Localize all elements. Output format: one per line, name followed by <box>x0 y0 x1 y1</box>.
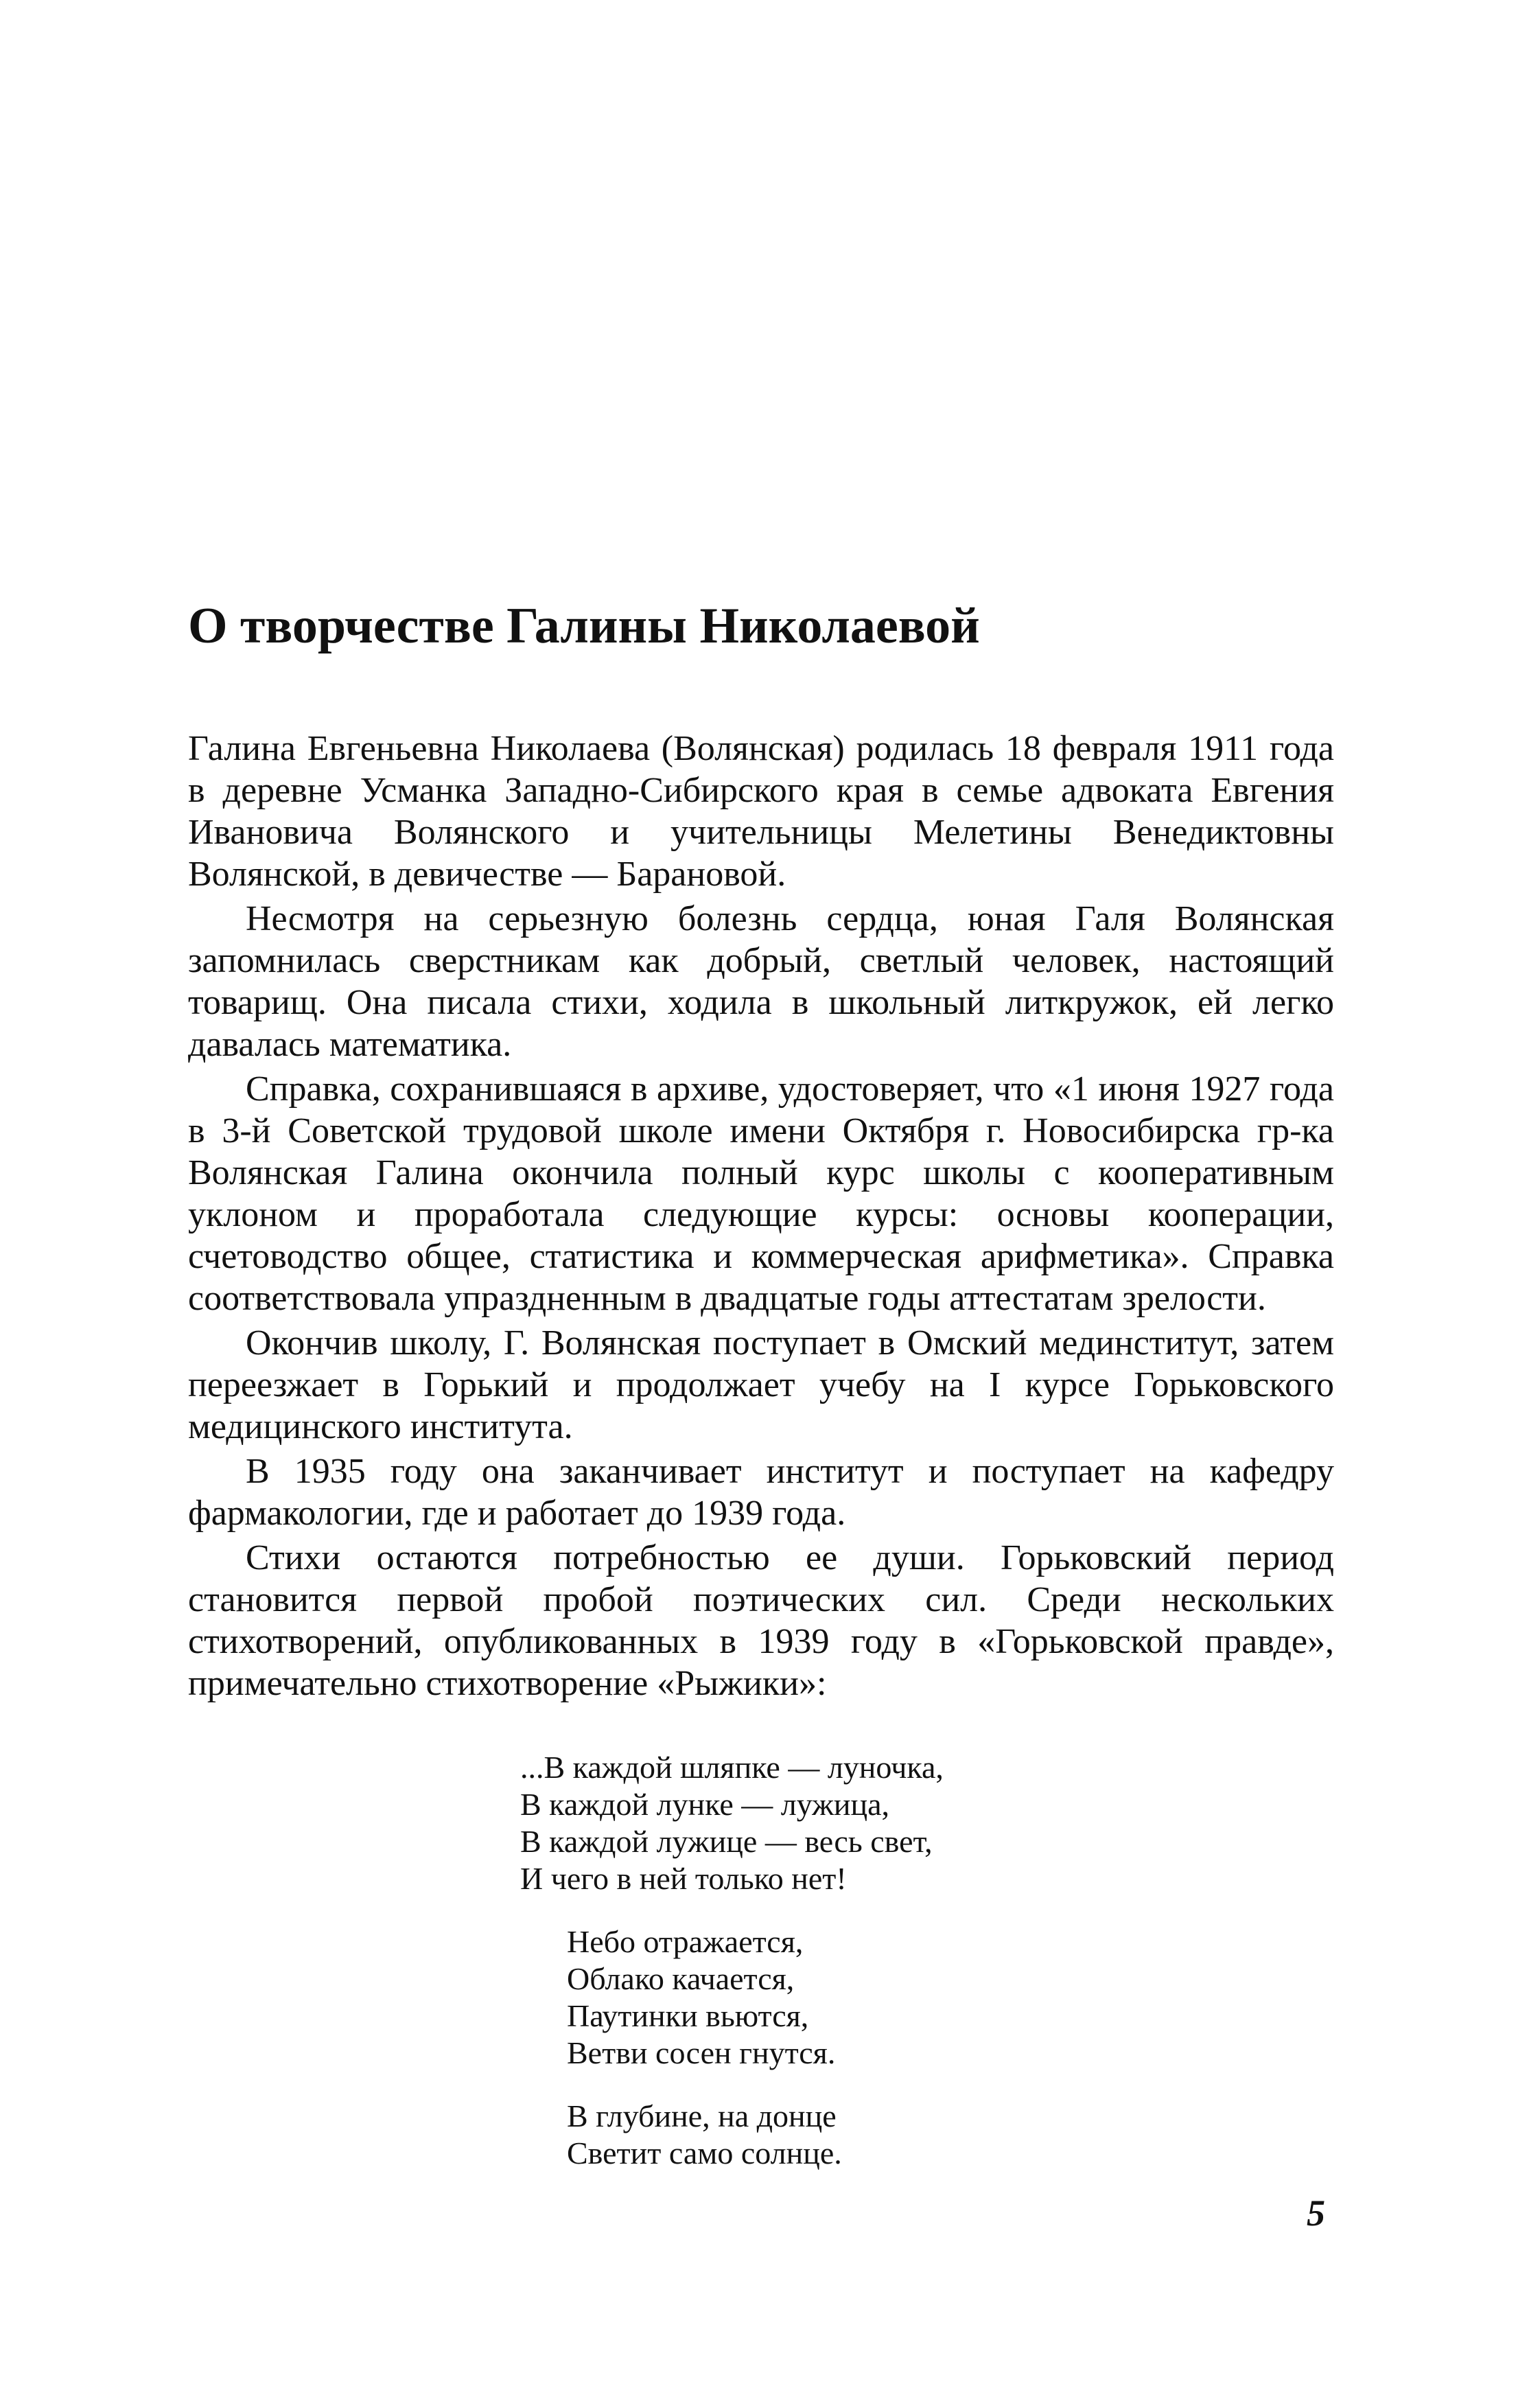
paragraph-5: В 1935 году она заканчивает институт и поступает на кафедру фармакологии, где и работает до 1939 года. <box>188 1452 1334 1533</box>
poem-excerpt <box>520 1749 1206 2198</box>
poem-line: Ветви сосен гнутся. <box>567 2035 836 2070</box>
poem-line: Небо отражается, <box>567 1924 804 1959</box>
poem-stanza-3 <box>520 2098 1206 2172</box>
body-text <box>188 728 1334 1707</box>
page-number: 5 <box>1307 2192 1325 2234</box>
chapter-title: О творчестве Галины Николаевой <box>188 598 980 654</box>
paragraph-4: Окончив школу, Г. Волянская поступает в Омский мединститут, затем переезжает в Горький и продолжает учебу на I курсе Горьковского медицинского института. <box>188 1323 1334 1446</box>
poem-line: В каждой лунке — лужица, <box>520 1787 890 1822</box>
poem-stanza-1 <box>520 1749 1206 1897</box>
paragraph-2: Несмотря на серьезную болезнь сердца, юная Галя Волянская запомнилась сверстникам как добрый, светлый человек, настоящий товарищ. Она писала стихи, ходила в школьный литкружок, ей легко давалась математика. <box>188 899 1334 1064</box>
poem-stanza-2 <box>520 1923 1206 2072</box>
poem-line: Паутинки вьются, <box>567 1998 809 2033</box>
paragraph-1: Галина Евгеньевна Николаева (Волянская) родилась 18 февраля 1911 года в деревне Усманка Западно-Сибирского края в семье адвоката Евгения Ивановича Волянского и учительницы Мелетины Венедиктовны Волянской, в девичестве — Барановой. <box>188 729 1334 894</box>
poem-line: ...В каждой шляпке — луночка, <box>520 1750 944 1785</box>
poem-line: Облако качается, <box>567 1961 795 1996</box>
paragraph-6: Стихи остаются потребностью ее души. Горьковский период становится первой пробой поэтических сил. Среди нескольких стихотворений, опубликованных в 1939 году в «Горьковской правде», примечательно стихотворение «Рыжики»: <box>188 1538 1334 1703</box>
poem-line: В каждой лужице — весь свет, <box>520 1824 933 1859</box>
paragraph-3: Справка, сохранившаяся в архиве, удостоверяет, что «1 июня 1927 года в 3-й Советской трудовой школе имени Октября г. Новосибирска гр-ка Волянская Галина окончила полный курс школы с кооперативным уклоном и проработала следующие курсы: основы кооперации, счетоводство общее, статистика и коммерческая арифметика». Справка соответствовала упраздненным в двадцатые годы аттестатам зрелости. <box>188 1069 1334 1318</box>
poem-line: В глубине, на донце <box>567 2098 837 2133</box>
poem-line: И чего в ней только нет! <box>520 1861 847 1896</box>
poem-line: Светит само солнце. <box>567 2135 842 2170</box>
